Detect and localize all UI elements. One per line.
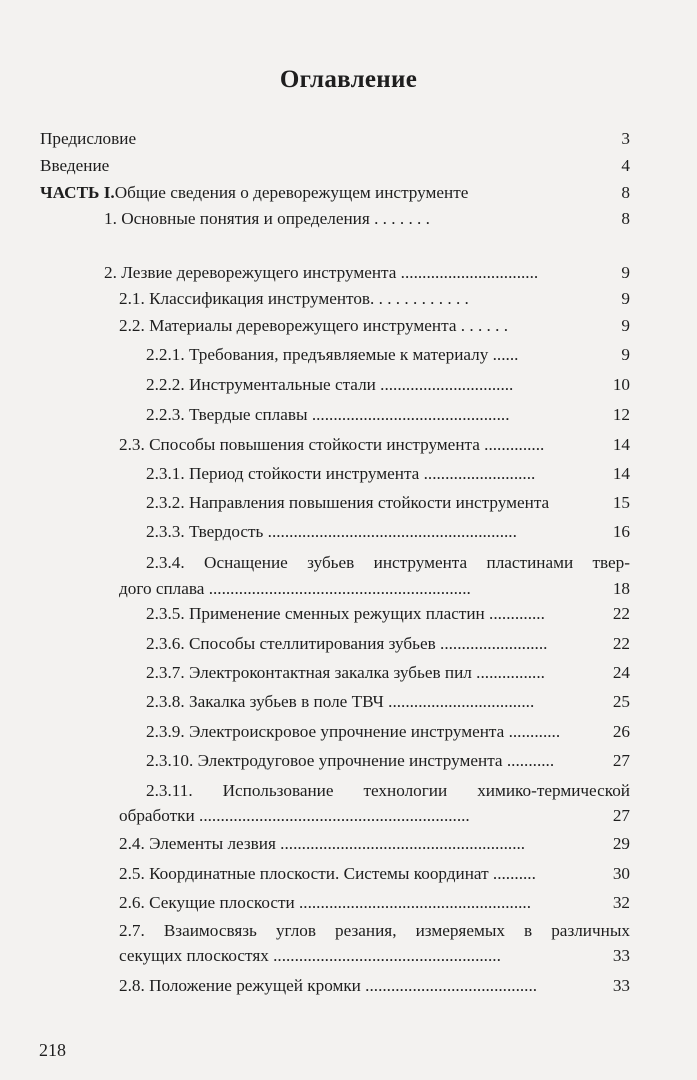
toc-entry: [119, 892, 630, 914]
toc-entry-text: 2.5. Координатные плоскости. Системы координат ..........: [119, 864, 536, 883]
toc-entry-text: 2.6. Секущие плоскости ......................................................: [119, 893, 532, 912]
toc-entry-page: 26: [612, 722, 630, 741]
toc-entry-page: 27: [612, 751, 630, 770]
toc-entry-page: 33: [612, 946, 630, 965]
toc-entry-continuation: [119, 805, 630, 827]
toc-entry-page: 29: [612, 834, 630, 853]
page-number: 218: [39, 1040, 66, 1060]
toc-entry-text: Общие сведения о дереворежущем инструменте: [114, 183, 469, 202]
toc-entry-text: 2.4. Элементы лезвия .........................................................: [119, 834, 526, 853]
toc-entry: [119, 434, 630, 456]
toc-entry-page: 32: [612, 893, 630, 912]
toc-entry-text: 2.2.2. Инструментальные стали ...............................: [146, 375, 514, 394]
toc-entry-text: 2.3.5. Применение сменных режущих пластин .............: [146, 604, 545, 623]
toc-entry-page: 9: [621, 289, 630, 308]
toc-entry-text: 2.2.1. Требования, предъявляемые к материалу ......: [146, 345, 519, 364]
toc-entry-text: Предисловие: [40, 129, 137, 148]
toc-entry: [146, 492, 630, 514]
toc-entry-page: 16: [612, 522, 630, 541]
toc-entry-text: 2.1. Классификация инструментов. . . . . . . . . . . .: [119, 289, 469, 308]
toc-entry-text: 2.2.3. Твердые сплавы ..............................................: [146, 405, 510, 424]
toc-entry: [146, 374, 630, 396]
toc-entry-page: 15: [612, 493, 630, 512]
toc-entry-text: 2.2. Материалы дереворежущего инструмента . . . . . .: [119, 316, 509, 335]
toc-entry: [146, 721, 630, 743]
toc-entry-text: 2.3. Способы повышения стойкости инструмента ..............: [119, 435, 545, 454]
toc-entry-text: 2.3.6. Способы стеллитирования зубьев .........................: [146, 634, 548, 653]
toc-entry: [146, 404, 630, 426]
toc-entry-page: 3: [621, 129, 630, 148]
toc-entry-text: дого сплава .............................................................: [119, 579, 471, 598]
toc-entry-text: 2.3.2. Направления повышения стойкости инструмента: [146, 493, 550, 512]
toc-entry-text: секущих плоскостях .....................................................: [119, 946, 501, 965]
toc-entry: [104, 262, 630, 284]
toc-entry-page: 30: [612, 864, 630, 883]
toc-entry-page: 22: [612, 634, 630, 653]
toc-entry-text: обработки ...............................................................: [119, 806, 470, 825]
toc-entry-page: 9: [621, 345, 630, 364]
toc-entry-page: 4: [621, 156, 630, 175]
toc-entry-text: 2.3.7. Электроконтактная закалка зубьев пил ................: [146, 663, 545, 682]
toc-entry: [146, 463, 630, 485]
toc-entry: [146, 780, 630, 802]
toc-entry: [40, 155, 630, 177]
toc-entry-page: 12: [612, 405, 630, 424]
toc-part-label: ЧАСТЬ I.: [40, 183, 115, 202]
toc-entry: [146, 662, 630, 684]
toc-entry-text: 2.3.11. Использование технологии химико-термической: [146, 781, 630, 800]
toc-entry-text: 2.3.3. Твердость ..........................................................: [146, 522, 517, 541]
toc-entry: [146, 521, 630, 543]
toc-entry-page: 9: [621, 316, 630, 335]
toc-entry-text: 2.8. Положение режущей кромки ........................................: [119, 976, 538, 995]
toc-entry-page: 14: [612, 464, 630, 483]
toc-entry: [40, 128, 630, 150]
toc-entry: [146, 750, 630, 772]
toc-entry: [104, 208, 630, 230]
toc-entry-page: 8: [621, 183, 630, 202]
toc-entry: [119, 975, 630, 997]
toc-entry: [119, 920, 630, 942]
toc-entry-page: 14: [612, 435, 630, 454]
toc-entry-text: 2.3.4. Оснащение зубьев инструмента пластинами твер-: [146, 553, 630, 572]
toc-entry: [146, 552, 630, 574]
toc-entry-page: 22: [612, 604, 630, 623]
toc-entry-continuation: [119, 945, 630, 967]
toc-entry-text: 2.7. Взаимосвязь углов резания, измеряемых в различных: [119, 921, 630, 940]
toc-entry: [146, 633, 630, 655]
toc-entry-text: 2.3.1. Период стойкости инструмента ..........................: [146, 464, 536, 483]
toc-entry-text: 2. Лезвие дереворежущего инструмента ................................: [104, 263, 539, 282]
toc-entry-continuation: [119, 578, 630, 600]
toc-entry-page: 24: [612, 663, 630, 682]
toc-entry: [119, 288, 630, 310]
toc-title: Оглавление: [279, 66, 418, 93]
toc-entry-text: 1. Основные понятия и определения . . . . . . .: [104, 209, 430, 228]
toc-entry: [119, 315, 630, 337]
toc-entry-page: 27: [612, 806, 630, 825]
toc-entry: [146, 344, 630, 366]
toc-entry-text: 2.3.10. Электродуговое упрочнение инструмента ...........: [146, 751, 555, 770]
toc-entry-page: 8: [621, 209, 630, 228]
toc-entry-page: 18: [612, 579, 630, 598]
toc-entry-page: 33: [612, 976, 630, 995]
toc-entry-page: 9: [621, 263, 630, 282]
toc-entry-page: 25: [612, 692, 630, 711]
toc-entry: [119, 833, 630, 855]
toc-entry-page: 10: [612, 375, 630, 394]
toc-entry: [146, 691, 630, 713]
toc-entry-text: 2.3.9. Электроискровое упрочнение инструмента ............: [146, 722, 561, 741]
toc-entry: [40, 182, 630, 204]
toc-entry-text: 2.3.8. Закалка зубьев в поле ТВЧ ..................................: [146, 692, 535, 711]
toc-entry-text: Введение: [40, 156, 110, 175]
toc-entry: [146, 603, 630, 625]
toc-entry: [119, 863, 630, 885]
